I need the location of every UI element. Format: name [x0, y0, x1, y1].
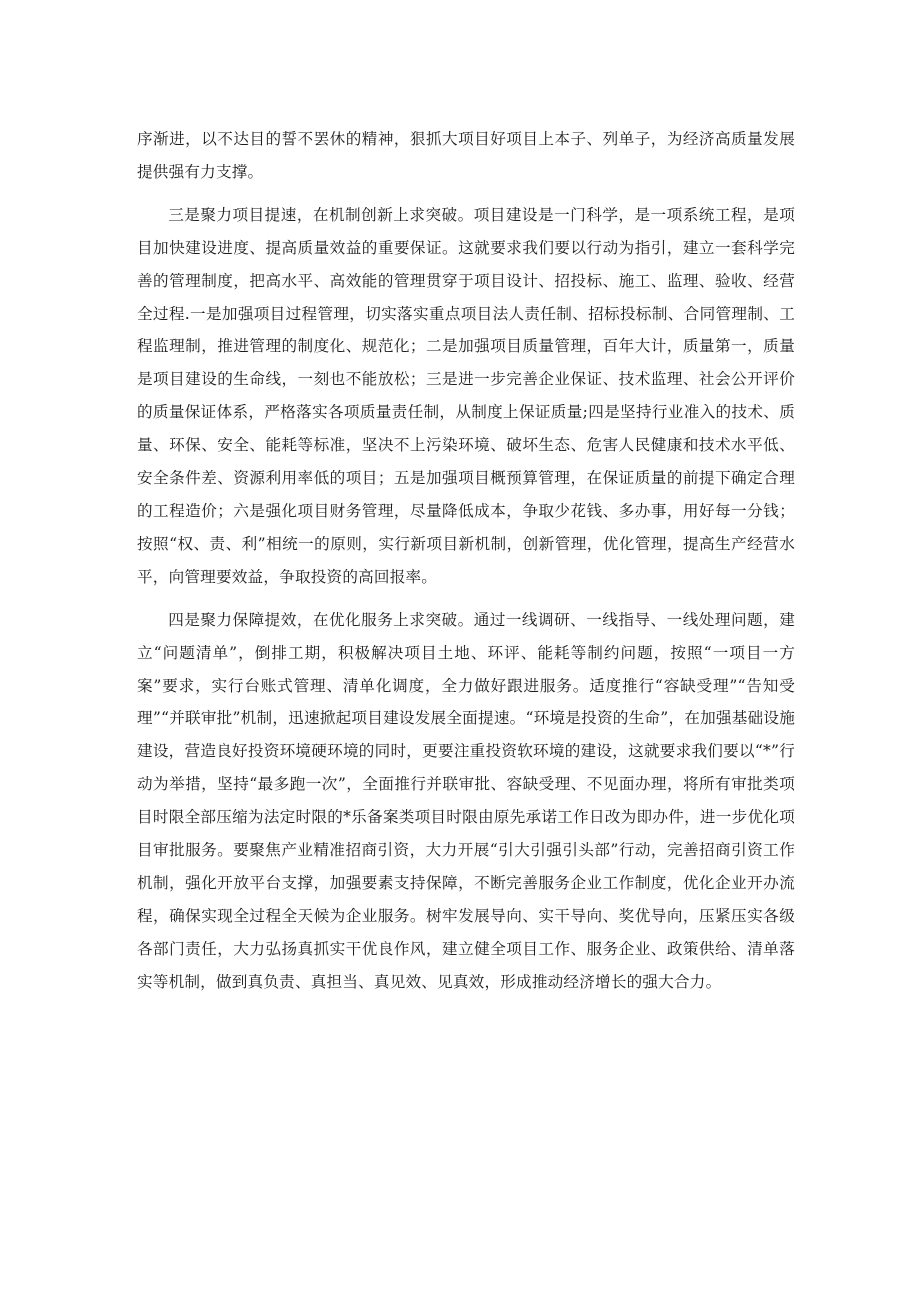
- document-body: [137, 123, 795, 1009]
- paragraph-four: 四是聚力保障提效，在优化服务上求突破。通过一线调研、一线指导、一线处理问题，建立“问题清单”，倒排工期，积极解决项目土地、环评、能耗等制约问题，按照“一项目一方案”要求，实行台账式管理、清单化调度，全力做好跟进服务。适度推行“容缺受理”“告知受理”“并联审批”机制，迅速掀起项目建设发展全面提速。“环境是投资的生命”，在加强基础设施建设，营造良好投资环境硬环境的同时，更要注重投资软环境的建设，这就要求我们要以“*”行动为举措，坚持“最多跑一次”，全面推行并联审批、容缺受理、不见面办理，将所有审批类项目时限全部压缩为法定时限的*乐备案类项目时限由原先承诺工作日改为即办件，进一步优化项目审批服务。要聚焦产业精准招商引资，大力开展“引大引强引头部”行动，完善招商引资工作机制，强化开放平台支撑，加强要素支持保障，不断完善服务企业工作制度，优化企业开办流程，确保实现全过程全天候为企业服务。树牢发展导向、实干导向、奖优导向，压紧压实各级各部门责任，大力弘扬真抓实干优良作风，建立健全项目工作、服务企业、政策供给、清单落实等机制，做到真负责、真担当、真见效、见真效，形成推动经济增长的强大合力。: [137, 610, 795, 991]
- paragraph-three: 三是聚力项目提速，在机制创新上求突破。项目建设是一门科学，是一项系统工程，是项目加快建设进度、提高质量效益的重要保证。这就要求我们要以行动为指引，建立一套科学完善的管理制度，把高水平、高效能的管理贯穿于项目设计、招投标、施工、监理、验收、经营全过程.一是加强项目过程管理，切实落实重点项目法人责任制、招标投标制、合同管理制、工程监理制，推进管理的制度化、规范化；二是加强项目质量管理，百年大计，质量第一，质量是项目建设的生命线，一刻也不能放松；三是进一步完善企业保证、技术监理、社会公开评价的质量保证体系，严格落实各项质量责任制，从制度上保证质量;四是坚持行业准入的技术、质量、环保、安全、能耗等标准，坚决不上污染环境、破坏生态、危害人民健康和技术水平低、安全条件差、资源利用率低的项目；五是加强项目概预算管理，在保证质量的前提下确定合理的工程造价；六是强化项目财务管理，尽量降低成本，争取少花钱、多办事，用好每一分钱；按照“权、责、利”相统一的原则，实行新项目新机制，创新管理，优化管理，提高生产经营水平，向管理要效益，争取投资的高回报率。: [137, 205, 795, 586]
- paragraph-continuation: 序渐进，以不达目的誓不罢休的精神，狠抓大项目好项目上本子、列单子，为经济高质量发展提供强有力支撑。: [137, 130, 795, 181]
